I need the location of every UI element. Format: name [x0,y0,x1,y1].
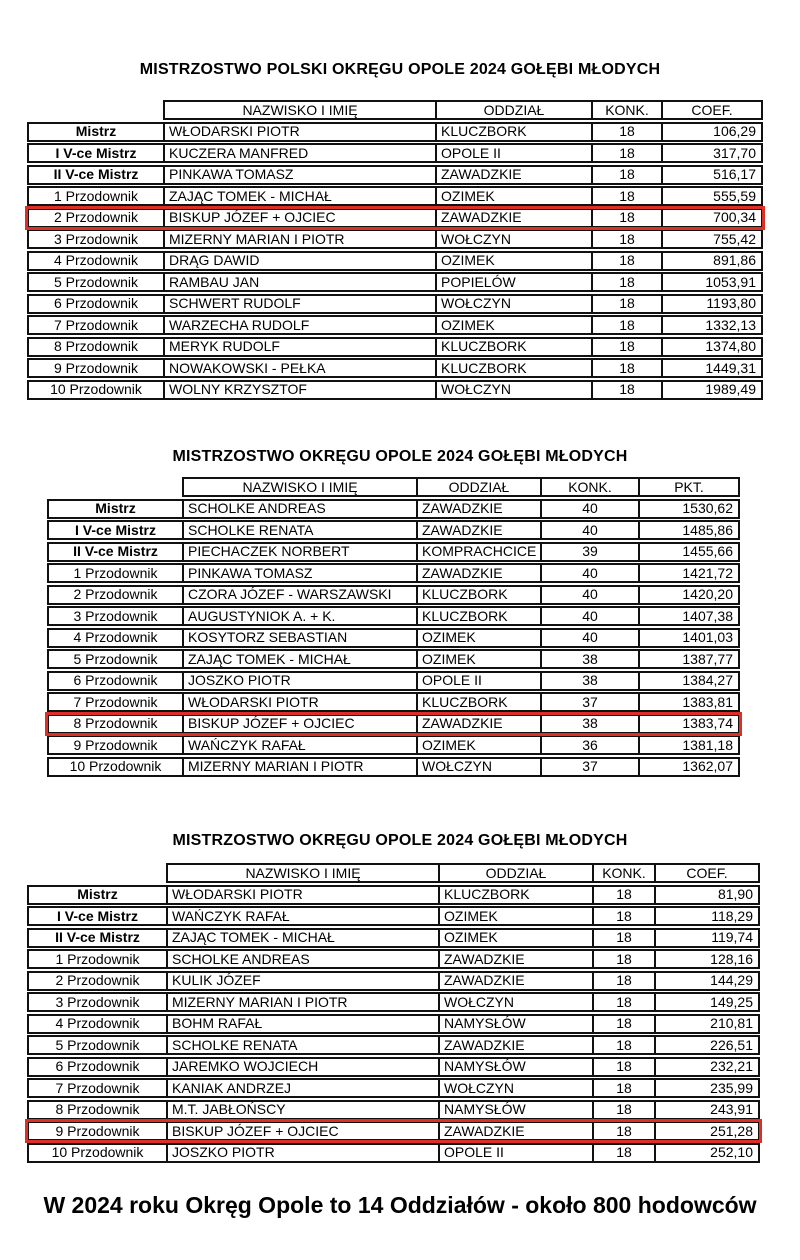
value-cell: 1530,62 [638,501,738,517]
value-cell: 516,17 [661,167,761,183]
name-cell: JOSZKO PIOTR [182,673,416,689]
name-cell: SCHOLKE RENATA [182,522,416,538]
konk-cell: 18 [591,231,661,247]
konk-cell: 18 [592,994,654,1010]
name-cell: BOHM RAFAŁ [166,1016,438,1032]
oddzial-cell: WOŁCZYN [416,759,540,775]
name-cell: KULIK JÓZEF [166,973,438,989]
oddzial-cell: KOMPRACHCICE [416,544,540,560]
konk-cell: 18 [591,274,661,290]
oddzial-cell: OZIMEK [438,930,592,946]
table-row [27,186,763,206]
value-cell: 144,29 [654,973,758,989]
konk-cell: 40 [540,587,638,603]
championship-table-okreg-2 [27,863,760,1164]
oddzial-cell: KLUCZBORK [435,124,591,140]
championship-table-polska [27,100,763,401]
oddzial-cell: ZAWADZKIE [438,951,592,967]
konk-cell: 40 [540,501,638,517]
rank-cell: I V-ce Mistrz [75,522,156,538]
oddzial-cell: WOŁCZYN [438,1080,592,1096]
table-row [27,906,760,926]
value-cell: 1193,80 [661,296,761,312]
oddzial-cell: NAMYSŁÓW [438,1016,592,1032]
rank-cell: 6 Przodownik [73,672,158,688]
value-cell: 235,99 [654,1080,758,1096]
konk-cell: 40 [540,522,638,538]
konk-cell: 39 [540,544,638,560]
name-cell: PINKAWA TOMASZ [182,565,416,581]
value-cell: 232,21 [654,1059,758,1075]
table-row [27,272,763,292]
name-cell: M.T. JABŁOŃSCY [166,1102,438,1118]
rank-cell: 3 Przodownik [53,231,139,247]
konk-cell: 18 [591,339,661,355]
rank-cell: 1 Przodownik [55,951,140,967]
table-row [27,122,763,142]
table-row [47,520,740,540]
value-cell: 1401,03 [638,630,738,646]
value-cell: 1989,49 [661,382,761,398]
rank-cell: I V-ce Mistrz [55,145,137,161]
value-cell: 1407,38 [638,608,738,624]
konk-cell: 36 [540,737,638,753]
rank-cell: 8 Przodownik [73,715,158,731]
konk-cell: 18 [592,1080,654,1096]
value-cell: 1381,18 [638,737,738,753]
table-row [47,499,740,519]
table-row [27,358,763,378]
rank-cell: Mistrz [95,500,136,516]
konk-cell: 40 [540,608,638,624]
name-cell: KANIAK ANDRZEJ [166,1080,438,1096]
name-cell: ZAJĄC TOMEK - MICHAŁ [163,188,435,204]
value-cell: 226,51 [654,1037,758,1053]
konk-cell: 18 [592,1016,654,1032]
name-cell: NOWAKOWSKI - PEŁKA [163,360,435,376]
table-header-row [163,100,763,120]
oddzial-cell: KLUCZBORK [435,339,591,355]
table-row [47,542,740,562]
oddzial-cell: OZIMEK [435,188,591,204]
value-cell: 1332,13 [661,317,761,333]
rank-cell: 6 Przodownik [55,1058,140,1074]
rank-cell: 5 Przodownik [73,651,158,667]
value-cell: 81,90 [654,887,758,903]
table-row [27,165,763,185]
rank-cell: 9 Przodownik [73,737,158,753]
name-cell: MIZERNY MARIAN I PIOTR [182,759,416,775]
value-cell: 243,91 [654,1102,758,1118]
table-row [47,606,740,626]
table-row-highlighted [27,208,763,228]
rank-cell: Mistrz [75,123,117,139]
oddzial-cell: OZIMEK [416,737,540,753]
oddzial-cell: ZAWADZKIE [435,167,591,183]
name-cell: PIECHACZEK NORBERT [182,544,416,560]
konk-cell: 18 [592,1123,654,1139]
rank-cell: 6 Przodownik [53,295,139,311]
table-row [47,757,740,777]
table-title-okreg-2: MISTRZOSTWO OKRĘGU OPOLE 2024 GOŁĘBI MŁODYCH [172,832,628,849]
value-cell: 1421,72 [638,565,738,581]
name-cell: WAŃCZYK RAFAŁ [182,737,416,753]
name-cell: SCHOLKE ANDREAS [182,501,416,517]
name-cell: ZAJĄC TOMEK - MICHAŁ [182,651,416,667]
oddzial-cell: OZIMEK [435,317,591,333]
rank-cell: 2 Przodownik [73,586,158,602]
rank-cell: 10 Przodownik [69,758,162,774]
rank-cell: Mistrz [77,886,118,902]
konk-cell: 18 [592,908,654,924]
table-row [27,1100,760,1120]
name-cell: WAŃCZYK RAFAŁ [166,908,438,924]
column-header: NAZWISKO I IMIĘ [242,479,358,495]
name-cell: SCHOLKE ANDREAS [166,951,438,967]
oddzial-cell: OPOLE II [435,145,591,161]
rank-cell: 10 Przodownik [50,381,142,397]
name-cell: DRĄG DAWID [163,253,435,269]
value-cell: 119,74 [654,930,758,946]
konk-cell: 40 [540,565,638,581]
oddzial-cell: NAMYSŁÓW [438,1059,592,1075]
value-cell: 1384,27 [638,673,738,689]
konk-cell: 18 [592,951,654,967]
konk-cell: 18 [591,188,661,204]
value-cell: 755,42 [661,231,761,247]
table-header-row [166,863,760,883]
rank-cell: 8 Przodownik [53,338,139,354]
rank-cell: 9 Przodownik [55,1123,140,1139]
value-cell: 251,28 [654,1123,758,1139]
value-cell: 317,70 [661,145,761,161]
konk-cell: 18 [591,167,661,183]
konk-cell: 18 [592,1102,654,1118]
table-row [47,735,740,755]
name-cell: WŁODARSKI PIOTR [166,887,438,903]
konk-cell: 18 [591,296,661,312]
column-header: KONK. [592,865,654,881]
column-header: ODDZIAŁ [438,865,592,881]
value-cell: 210,81 [654,1016,758,1032]
rank-cell: 4 Przodownik [73,629,158,645]
value-cell: 1374,80 [661,339,761,355]
name-cell: WOLNY KRZYSZTOF [163,382,435,398]
table-row [47,671,740,691]
rank-cell: 2 Przodownik [53,209,139,225]
konk-cell: 18 [591,124,661,140]
name-cell: BISKUP JÓZEF + OJCIEC [166,1123,438,1139]
oddzial-cell: POPIELÓW [435,274,591,290]
name-cell: BISKUP JÓZEF + OJCIEC [163,210,435,226]
oddzial-cell: ZAWADZKIE [438,1037,592,1053]
rank-cell: II V-ce Mistrz [55,929,140,945]
value-cell: 1387,77 [638,651,738,667]
konk-cell: 18 [591,360,661,376]
konk-cell: 18 [591,210,661,226]
rank-cell: 1 Przodownik [73,565,158,581]
konk-cell: 18 [592,887,654,903]
table-row [27,251,763,271]
oddzial-cell: OZIMEK [438,908,592,924]
table-row [27,971,760,991]
oddzial-cell: KLUCZBORK [416,608,540,624]
konk-cell: 40 [540,630,638,646]
rank-cell: 7 Przodownik [53,317,139,333]
column-header: KONK. [591,102,661,118]
name-cell: BISKUP JÓZEF + OJCIEC [182,716,416,732]
table-row [47,692,740,712]
value-cell: 1485,86 [638,522,738,538]
oddzial-cell: ZAWADZKIE [416,501,540,517]
column-header: KONK. [540,479,638,495]
oddzial-cell: KLUCZBORK [416,587,540,603]
table-row [27,315,763,335]
rank-cell: 5 Przodownik [55,1037,140,1053]
name-cell: SCHWERT RUDOLF [163,296,435,312]
oddzial-cell: WOŁCZYN [435,296,591,312]
rank-cell: 3 Przodownik [55,994,140,1010]
oddzial-cell: KLUCZBORK [416,694,540,710]
rank-cell: 5 Przodownik [53,274,139,290]
column-header: PKT. [638,479,738,495]
oddzial-cell: ZAWADZKIE [416,522,540,538]
table-header-row [182,477,740,497]
table-row [27,1143,760,1163]
oddzial-cell: KLUCZBORK [438,887,592,903]
konk-cell: 18 [592,1059,654,1075]
oddzial-cell: NAMYSŁÓW [438,1102,592,1118]
table-row [27,1057,760,1077]
rank-cell: 4 Przodownik [55,1015,140,1031]
table-row [27,143,763,163]
name-cell: ZAJĄC TOMEK - MICHAŁ [166,930,438,946]
oddzial-cell: WOŁCZYN [435,231,591,247]
rank-cell: 10 Przodownik [51,1144,144,1160]
value-cell: 1420,20 [638,587,738,603]
name-cell: MIZERNY MARIAN I PIOTR [163,231,435,247]
rank-cell: II V-ce Mistrz [53,166,139,182]
table-row [47,628,740,648]
name-cell: SCHOLKE RENATA [166,1037,438,1053]
oddzial-cell: OPOLE II [416,673,540,689]
table-row [27,992,760,1012]
column-header: NAZWISKO I IMIĘ [242,102,358,118]
name-cell: PINKAWA TOMASZ [163,167,435,183]
oddzial-cell: OZIMEK [416,630,540,646]
rank-cell: 4 Przodownik [53,252,139,268]
oddzial-cell: WOŁCZYN [435,382,591,398]
oddzial-cell: ZAWADZKIE [438,973,592,989]
column-header: ODDZIAŁ [435,102,591,118]
value-cell: 1053,91 [661,274,761,290]
value-cell: 1449,31 [661,360,761,376]
rank-cell: 1 Przodownik [53,188,139,204]
table-title-polska: MISTRZOSTWO POLSKI OKRĘGU OPOLE 2024 GOŁĘBI MŁODYCH [139,61,661,78]
table-row [27,1078,760,1098]
table-row [27,294,763,314]
konk-cell: 18 [592,973,654,989]
value-cell: 252,10 [654,1145,758,1161]
column-header: NAZWISKO I IMIĘ [245,865,361,881]
value-cell: 106,29 [661,124,761,140]
rank-cell: 3 Przodownik [73,608,158,624]
table-row [27,380,763,400]
table-row [27,928,760,948]
konk-cell: 18 [592,1145,654,1161]
name-cell: WŁODARSKI PIOTR [163,124,435,140]
name-cell: JAREMKO WOJCIECH [166,1059,438,1075]
column-header: ODDZIAŁ [416,479,540,495]
konk-cell: 37 [540,694,638,710]
name-cell: MIZERNY MARIAN I PIOTR [166,994,438,1010]
value-cell: 1455,66 [638,544,738,560]
konk-cell: 37 [540,759,638,775]
oddzial-cell: KLUCZBORK [435,360,591,376]
rank-cell: II V-ce Mistrz [73,543,158,559]
konk-cell: 38 [540,673,638,689]
table-title-okreg-1: MISTRZOSTWO OKRĘGU OPOLE 2024 GOŁĘBI MŁODYCH [172,448,628,465]
table-row-highlighted [27,1121,760,1141]
table-row [27,1014,760,1034]
oddzial-cell: WOŁCZYN [438,994,592,1010]
rank-cell: 7 Przodownik [73,694,158,710]
name-cell: JOSZKO PIOTR [166,1145,438,1161]
column-header: COEF. [661,102,761,118]
name-cell: KUCZERA MANFRED [163,145,435,161]
championship-table-okreg-1 [47,477,740,778]
oddzial-cell: ZAWADZKIE [416,716,540,732]
table-row [47,585,740,605]
footer-note: W 2024 roku Okręg Opole to 14 Oddziałów - około 800 hodowców [43,1192,757,1218]
oddzial-cell: OZIMEK [416,651,540,667]
table-row-highlighted [47,714,740,734]
oddzial-cell: ZAWADZKIE [435,210,591,226]
oddzial-cell: OZIMEK [435,253,591,269]
name-cell: MERYK RUDOLF [163,339,435,355]
name-cell: KOSYTORZ SEBASTIAN [182,630,416,646]
konk-cell: 18 [591,145,661,161]
value-cell: 891,86 [661,253,761,269]
rank-cell: 7 Przodownik [55,1080,140,1096]
name-cell: WŁODARSKI PIOTR [182,694,416,710]
oddzial-cell: OPOLE II [438,1145,592,1161]
name-cell: WARZECHA RUDOLF [163,317,435,333]
name-cell: CZORA JÓZEF - WARSZAWSKI [182,587,416,603]
table-row [27,229,763,249]
rank-cell: 9 Przodownik [53,360,139,376]
name-cell: RAMBAU JAN [163,274,435,290]
konk-cell: 18 [591,253,661,269]
oddzial-cell: ZAWADZKIE [416,565,540,581]
name-cell: AUGUSTYNIOK A. + K. [182,608,416,624]
column-header: COEF. [654,865,758,881]
value-cell: 128,16 [654,951,758,967]
konk-cell: 18 [591,382,661,398]
rank-cell: 8 Przodownik [55,1101,140,1117]
value-cell: 700,34 [661,210,761,226]
table-row [27,1035,760,1055]
table-row [27,949,760,969]
value-cell: 118,29 [654,908,758,924]
rank-cell: I V-ce Mistrz [57,908,138,924]
konk-cell: 18 [592,930,654,946]
table-row [47,649,740,669]
value-cell: 1383,74 [638,716,738,732]
konk-cell: 38 [540,651,638,667]
value-cell: 555,59 [661,188,761,204]
table-row [27,337,763,357]
table-row [27,885,760,905]
konk-cell: 38 [540,716,638,732]
value-cell: 1383,81 [638,694,738,710]
konk-cell: 18 [592,1037,654,1053]
value-cell: 149,25 [654,994,758,1010]
value-cell: 1362,07 [638,759,738,775]
table-row [47,563,740,583]
oddzial-cell: ZAWADZKIE [438,1123,592,1139]
rank-cell: 2 Przodownik [55,972,140,988]
konk-cell: 18 [591,317,661,333]
